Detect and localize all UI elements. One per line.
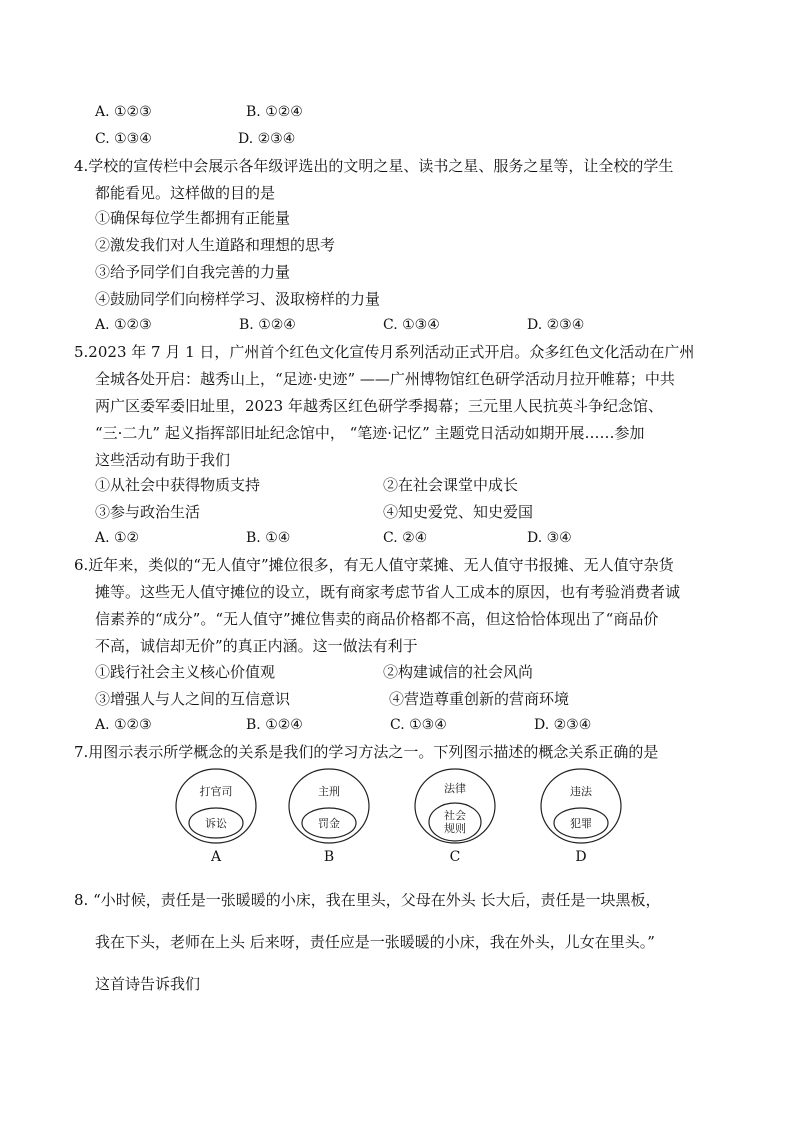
q8-stem-line2: 我在下头，老师在上头 后来呀，责任应是一张暖暖的小床，我在外头，儿女在里头。” [95, 933, 655, 951]
diagram-a-inner-label: 诉讼 [205, 817, 227, 830]
diagram-b-inner-label: 罚金 [318, 817, 340, 830]
q4-item-1: ①确保每位学生都拥有正能量 [95, 209, 291, 227]
q6-stem-line2: 摊等。这些无人值守摊位的设立，既有商家考虑节省人工成本的原因，也有考验消费者诚 [95, 583, 681, 601]
diagram-a-outer-circle [176, 769, 256, 843]
q4-stem-line1: 4.学校的宣传栏中会展示各年级评选出的文明之星、读书之星、服务之星等，让全校的学生 [74, 157, 674, 175]
diagram-d-letter: D [575, 849, 587, 865]
q6-item-2: ②构建诚信的社会风尚 [383, 663, 534, 681]
q6-stem-line4: 不高，诚信却无价”的真正内涵。这一做法有利于 [95, 637, 418, 655]
q3-option-d[interactable]: D. ②③④ [238, 131, 296, 147]
q4-item-4: ④鼓励同学们向榜样学习、汲取榜样的力量 [95, 290, 381, 308]
q6-option-b[interactable]: B. ①②④ [246, 717, 303, 733]
q6-option-d[interactable]: D. ②③④ [534, 717, 592, 733]
q5-stem-line4: “三·二九” 起义指挥部旧址纪念馆中， “笔迹·记忆” 主题党日活动如期开展……参加 [95, 424, 645, 442]
q7-stem: 7.用图示表示所学概念的关系是我们的学习方法之一。下列图示描述的概念关系正确的是 [74, 743, 659, 761]
q6-stem-line3: 信素养的“成分”。“无人值守”摊位售卖的商品价格都不高，但这恰恰体现出了“商品价 [95, 610, 659, 628]
diagram-c-inner-label-line2: 规则 [444, 822, 466, 835]
diagram-c-inner-label-line1: 社会 [444, 809, 466, 822]
diagram-d-outer-circle [541, 769, 621, 843]
diagram-d-inner-label: 犯罪 [570, 817, 592, 830]
q4-option-c[interactable]: C. ①③④ [383, 317, 440, 333]
q6-item-4: ④营造尊重创新的营商环境 [389, 690, 570, 708]
q6-stem-line1: 6.近年来，类似的“无人值守”摊位很多，有无人值守菜摊、无人值守书报摊、无人值守杂货 [74, 556, 674, 574]
q4-option-d[interactable]: D. ②③④ [527, 317, 585, 333]
diagram-c-letter: C [449, 849, 461, 865]
q8-stem-line1: 8. “小时候，责任是一张暖暖的小床，我在里头，父母在外头 长大后，责任是一块黑板， [74, 891, 661, 909]
diagram-b-outer-label: 主刑 [318, 785, 340, 798]
q6-item-1: ①践行社会主义核心价值观 [95, 663, 276, 681]
q3-option-b[interactable]: B. ①②④ [246, 104, 303, 120]
q5-option-b[interactable]: B. ①④ [246, 530, 291, 546]
q4-stem-line2: 都能看见。这样做的目的是 [95, 184, 276, 202]
q4-item-3: ③给予同学们自我完善的力量 [95, 263, 291, 281]
q6-option-a[interactable]: A. ①②③ [95, 717, 152, 733]
concept-diagrams [170, 768, 640, 868]
q5-item-2: ②在社会课堂中成长 [383, 476, 519, 494]
q5-item-1: ①从社会中获得物质支持 [95, 476, 261, 494]
diagram-a-letter: A [210, 849, 222, 865]
q5-stem-line5: 这些活动有助于我们 [95, 451, 231, 469]
diagram-d[interactable] [541, 769, 621, 865]
diagram-a-outer-label: 打官司 [199, 785, 233, 798]
q4-option-b[interactable]: B. ①②④ [239, 317, 296, 333]
q5-option-d[interactable]: D. ③④ [527, 530, 572, 546]
q5-stem-line2: 全城各处开启：越秀山上，“足迹·史迹” ——广州博物馆红色研学活动月拉开帷幕；中共 [95, 370, 675, 388]
q6-item-3: ③增强人与人之间的互信意识 [95, 690, 291, 708]
q3-option-a[interactable]: A. ①②③ [95, 104, 152, 120]
q5-option-c[interactable]: C. ②④ [383, 530, 428, 546]
q3-option-c[interactable]: C. ①③④ [95, 131, 152, 147]
diagram-b-letter: B [323, 849, 335, 865]
q8-stem-line3: 这首诗告诉我们 [95, 975, 201, 993]
diagram-d-outer-label: 违法 [570, 785, 592, 798]
diagram-c[interactable] [415, 769, 495, 865]
diagram-c-outer-label: 法律 [444, 782, 466, 795]
q4-option-a[interactable]: A. ①②③ [95, 317, 152, 333]
diagram-b[interactable] [289, 769, 369, 865]
q5-option-a[interactable]: A. ①② [95, 530, 140, 546]
q5-stem-line3: 两广区委军委旧址里，2023 年越秀区红色研学季揭幕；三元里人民抗英斗争纪念馆、 [95, 397, 663, 415]
q5-item-3: ③参与政治生活 [95, 503, 201, 521]
q6-option-c[interactable]: C. ①③④ [390, 717, 447, 733]
q4-item-2: ②激发我们对人生道路和理想的思考 [95, 236, 336, 254]
q5-item-4: ④知史爱党、知史爱国 [383, 503, 534, 521]
diagram-a[interactable] [176, 769, 256, 865]
q5-stem-line1: 5.2023 年 7 月 1 日，广州首个红色文化宣传月系列活动正式开启。众多红色文化活动在广州 [74, 343, 695, 361]
concept-diagrams-svg [170, 768, 640, 868]
diagram-b-outer-circle [289, 769, 369, 843]
